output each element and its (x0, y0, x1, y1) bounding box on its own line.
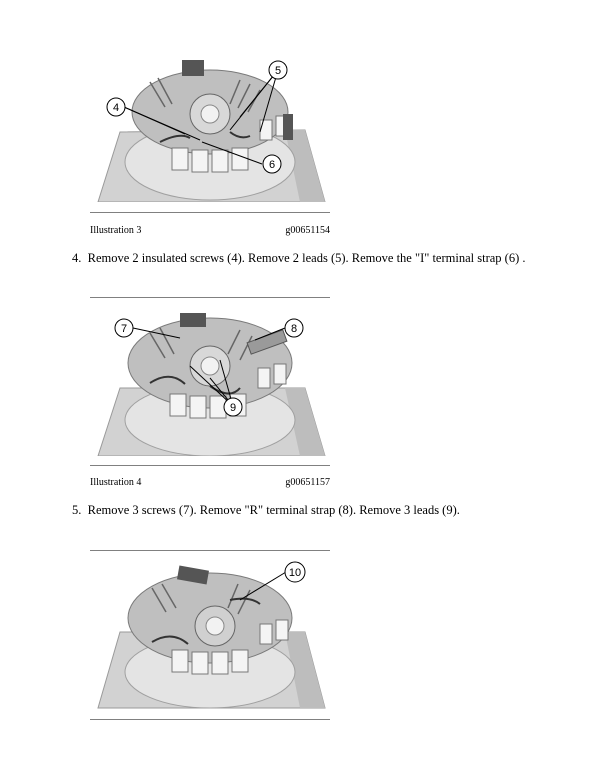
caption-label: Illustration 3 (90, 225, 142, 236)
step-number: 4. (72, 251, 82, 265)
illustration-5-image (90, 560, 330, 710)
step-text: Remove 2 insulated screws (4). Remove 2 leads (5). Remove the "I" terminal strap (6) . (87, 251, 526, 265)
illustration-3-image (90, 52, 330, 202)
callout-5 (269, 61, 287, 79)
svg-text:10: 10 (288, 567, 302, 579)
step-5 (72, 503, 460, 518)
svg-text:8: 8 (290, 323, 298, 335)
svg-text:5: 5 (274, 65, 282, 77)
figure-divider (90, 212, 330, 213)
step-number: 5. (72, 503, 82, 517)
callout-7 (115, 319, 133, 337)
callout-10 (285, 562, 305, 582)
caption-label: Illustration 4 (90, 477, 142, 488)
svg-text:7: 7 (120, 323, 128, 335)
svg-text:9: 9 (229, 402, 237, 414)
figure-divider (90, 719, 330, 720)
figure-divider (90, 297, 330, 298)
svg-text:6: 6 (268, 159, 276, 171)
svg-text:4: 4 (112, 102, 120, 114)
figure-divider (90, 550, 330, 551)
step-text: Remove 3 screws (7). Remove "R" terminal strap (8). Remove 3 leads (9). (87, 503, 460, 517)
callout-6 (263, 155, 281, 173)
image-id: g00651157 (285, 477, 330, 488)
callout-9 (224, 398, 242, 416)
step-4 (72, 251, 526, 266)
image-id: g00651154 (285, 225, 330, 236)
callout-4 (107, 98, 125, 116)
callout-8 (285, 319, 303, 337)
figure-divider (90, 465, 330, 466)
illustration-4-image (90, 308, 330, 456)
